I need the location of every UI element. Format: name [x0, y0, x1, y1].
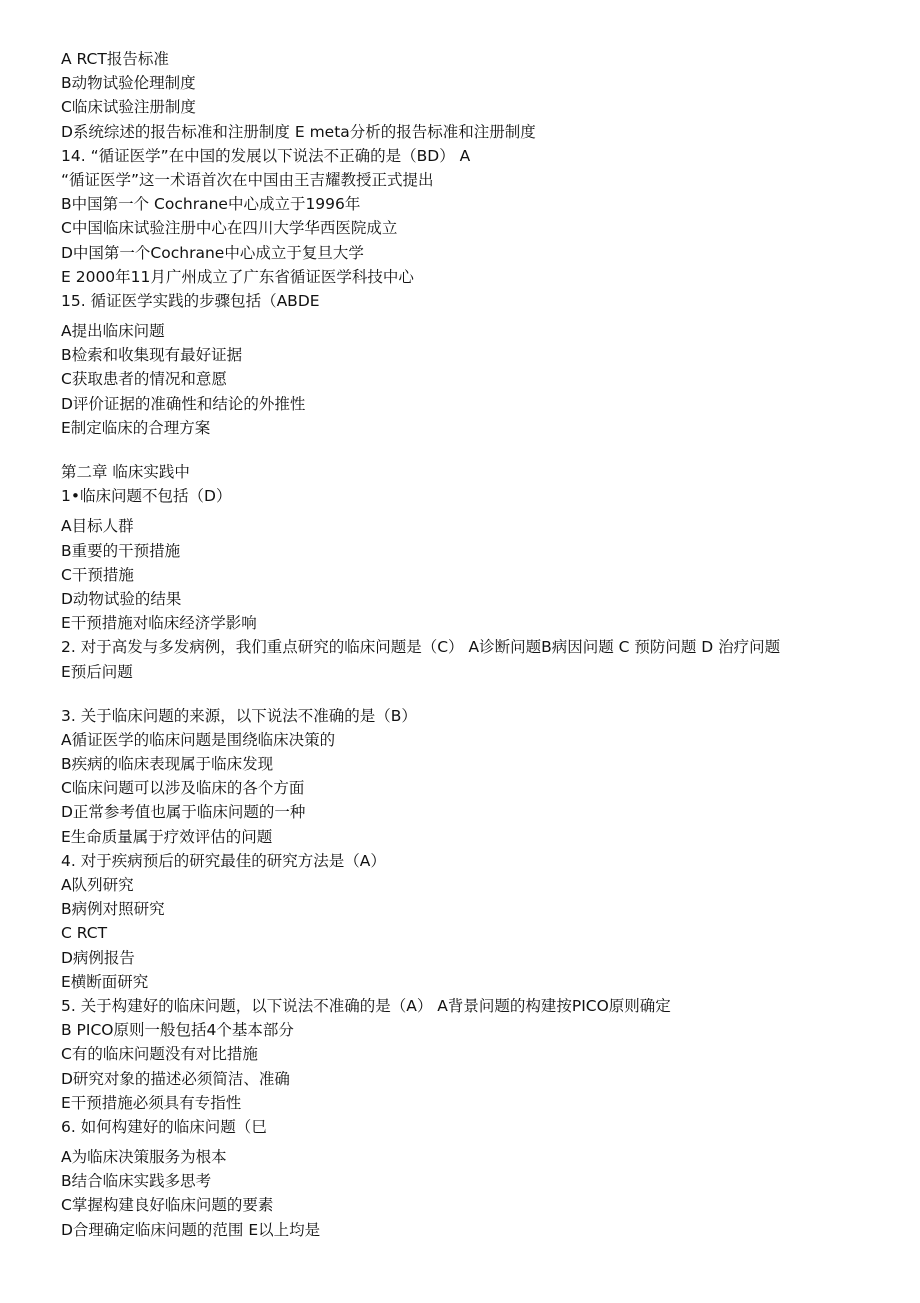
question-1: 1•临床问题不包括（D） — [61, 487, 232, 506]
text-line: B结合临床实践多思考 — [61, 1172, 212, 1191]
text-line: D评价证据的准确性和结论的外推性 — [61, 394, 306, 413]
text-line: E干预措施必须具有专指性 — [61, 1093, 242, 1112]
text-line: E 2000年11月广州成立了广东省循证医学科技中心 — [61, 267, 414, 286]
text-line: B重要的干预措施 — [61, 541, 181, 560]
text-line: “循证医学”这一术语首次在中国由王吉耀教授正式提出 — [61, 170, 434, 189]
text-line: C有的临床问题没有对比措施 — [61, 1045, 258, 1064]
text-line: B动物试验伦理制度 — [61, 74, 196, 93]
text-line: A为临床决策服务为根本 — [61, 1148, 227, 1167]
text-line: B检索和收集现有最好证据 — [61, 346, 243, 365]
text-line: D病例报告 — [61, 948, 135, 967]
text-line: C掌握构建良好临床问题的要素 — [61, 1196, 274, 1215]
text-line: E干预措施对临床经济学影响 — [61, 614, 257, 633]
text-line: E预后问题 — [61, 662, 133, 681]
text-line: A队列研究 — [61, 876, 134, 894]
text-line: E生命质量属于疗效评估的问题 — [61, 827, 273, 846]
spacer — [61, 440, 901, 460]
text-line: D正常参考值也属于临床问题的一种 — [61, 803, 306, 822]
text-line: C干预措施 — [61, 565, 134, 584]
text-line: E横断面研究 — [61, 972, 149, 991]
text-line: C临床问题可以涉及临床的各个方面 — [61, 779, 305, 798]
text-line: B病例对照研究 — [61, 900, 165, 919]
text-line: C RCT — [61, 924, 108, 943]
text-line: A目标人群 — [61, 517, 134, 536]
question-6: 6. 如何构建好的临床问题（巳 — [61, 1117, 267, 1136]
text-line: C临床试验注册制度 — [61, 98, 196, 117]
text-line: B中国第一个 Cochrane中心成立于1996年 — [61, 195, 361, 214]
document-page — [61, 47, 901, 1242]
text-line: A循证医学的临床问题是围绕临床决策的 — [61, 730, 336, 749]
question-14: 14. “循证医学”在中国的发展以下说法不正确的是（BD） A — [61, 146, 471, 165]
text-line: D合理确定临床问题的范围 E以上均是 — [61, 1220, 321, 1239]
text-line: B疾病的临床表现属于临床发现 — [61, 755, 274, 774]
chapter-heading: 第二章 临床实践中 — [61, 463, 190, 481]
text-line: B PICO原则一般包括4个基本部分 — [61, 1021, 294, 1040]
text-line: D研究对象的描述必须简洁、准确 — [61, 1069, 290, 1088]
text-line: A RCT报告标准 — [61, 50, 169, 68]
question-2: 2. 对于高发与多发病例，我们重点研究的临床问题是（C） A诊断问题B病因问题 C 预防问题 D 治疗问题 — [61, 638, 781, 657]
text-line: E制定临床的合理方案 — [61, 418, 211, 437]
question-5: 5. 关于构建好的临床问题，以下说法不准确的是（A） A背景问题的构建按PICO原则确定 — [61, 996, 671, 1015]
text-line: D中国第一个Cochrane中心成立于复旦大学 — [61, 243, 364, 262]
question-4: 4. 对于疾病预后的研究最佳的研究方法是（A） — [61, 851, 386, 870]
text-line: C中国临床试验注册中心在四川大学华西医院成立 — [61, 219, 398, 238]
question-3: 3. 关于临床问题的来源，以下说法不准确的是（B） — [61, 706, 417, 725]
question-15: 15. 循证医学实践的步骤包括（ABDE — [61, 291, 320, 310]
text-line: C获取患者的情况和意愿 — [61, 370, 227, 389]
text-line: D系统综述的报告标准和注册制度 E meta分析的报告标准和注册制度 — [61, 122, 536, 141]
text-line: D动物试验的结果 — [61, 589, 182, 608]
spacer — [61, 684, 901, 704]
text-line: A提出临床问题 — [61, 322, 165, 341]
